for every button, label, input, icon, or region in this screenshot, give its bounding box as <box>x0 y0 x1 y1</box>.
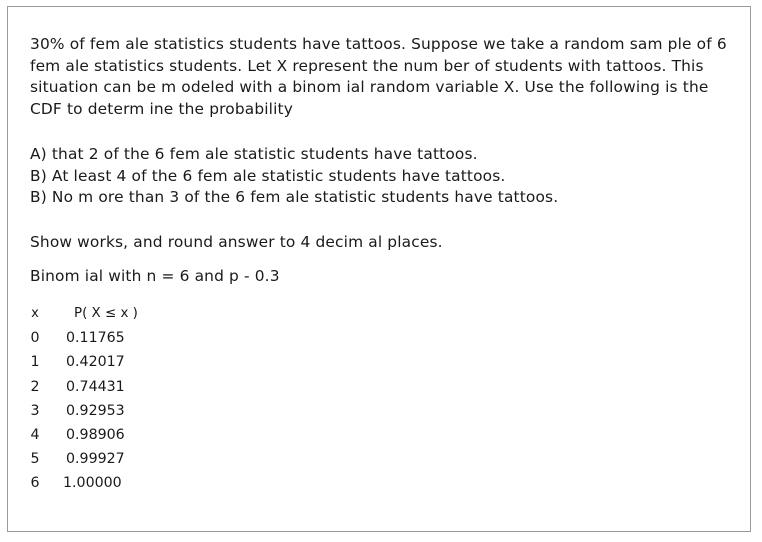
cdf-value: 0.42017 <box>66 354 125 371</box>
x-value: 0 <box>30 330 40 347</box>
header-probability: P( X ≤ x ) <box>74 306 138 321</box>
cdf-value: 1.00000 <box>63 475 122 492</box>
x-value: 1 <box>30 354 40 371</box>
question-part-b: B) At least 4 of the 6 fem ale statistic students have tattoos. <box>30 166 506 185</box>
instruction-text: Show works, and round answer to 4 decim al places. <box>30 233 443 251</box>
paragraph-line: situation can be m odeled with a binom ial random variable X. Use the following is the <box>30 78 709 97</box>
question-parts <box>30 144 558 209</box>
question-part-c: B) No m ore than 3 of the 6 fem ale statistic students have tattoos. <box>30 188 559 207</box>
paragraph-line: 30% of fem ale statistics students have tattoos. Suppose we take a random sam ple of 6 <box>30 35 727 53</box>
distribution-text: Binom ial with n = 6 and p - 0.3 <box>30 267 280 285</box>
x-value: 5 <box>30 451 40 468</box>
x-value: 3 <box>30 402 40 419</box>
problem-paragraph <box>30 34 727 121</box>
cdf-value: 0.99927 <box>66 451 125 468</box>
cdf-value: 0.74431 <box>66 378 125 395</box>
x-value: 6 <box>30 475 40 492</box>
cdf-value: 0.98906 <box>66 426 125 443</box>
problem-frame <box>7 6 751 532</box>
cdf-value: 0.11765 <box>66 330 125 347</box>
header-x: x <box>31 306 39 321</box>
cdf-value: 0.92953 <box>66 402 125 419</box>
x-value: 2 <box>30 378 40 395</box>
paragraph-line: fem ale statistics students. Let X represent the num ber of students with tattoos. This <box>30 56 704 75</box>
paragraph-line: CDF to determ ine the probability <box>30 100 293 119</box>
x-value: 4 <box>30 426 40 443</box>
question-part-a: A) that 2 of the 6 fem ale statistic students have tattoos. <box>30 145 478 163</box>
